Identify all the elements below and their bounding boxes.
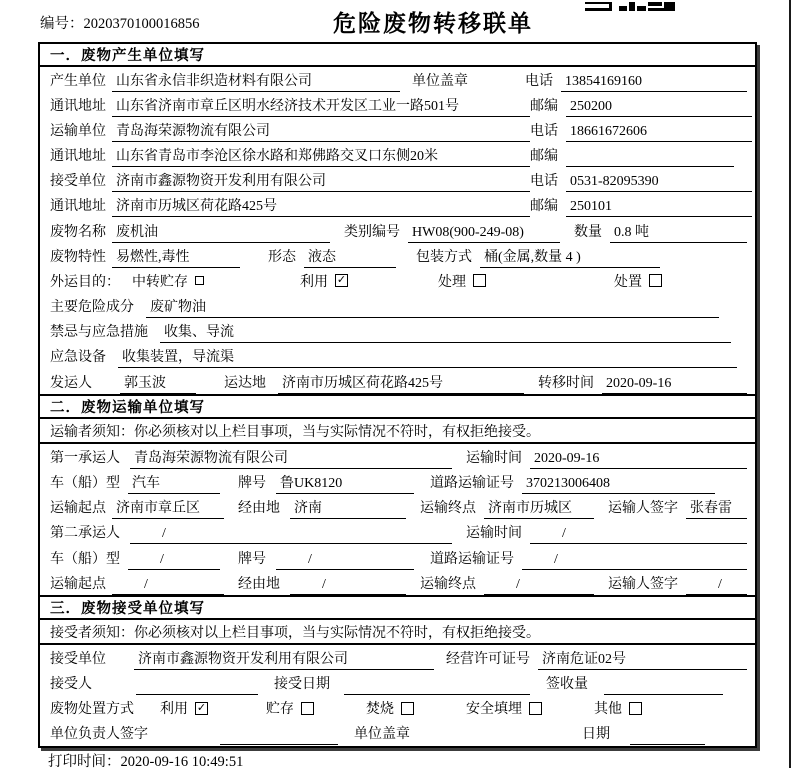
receiver-person-label: 接受人: [50, 677, 92, 693]
transit-storage-checkbox: [195, 276, 204, 285]
phone-label: 电话: [530, 174, 558, 190]
transporter-value: 青岛海荣源物流有限公司: [112, 122, 530, 142]
vehicle-type-label: 车（船）型: [50, 475, 120, 491]
carrier-signature-value: /: [686, 575, 747, 595]
via-value: 济南: [290, 499, 406, 519]
scan-edge-line: [789, 0, 791, 768]
signed-quantity-value: [604, 675, 723, 695]
form-row-transfer-purpose: [40, 268, 755, 293]
transport-time-value: /: [530, 524, 747, 544]
form-row-disposal-method: [40, 696, 755, 721]
section1-header: 一．废物产生单位填写: [40, 44, 755, 67]
option-treat-label: 处理: [438, 274, 466, 290]
print-time: 打印时间：2020-09-16 10:49:51: [48, 754, 244, 768]
postcode-label: 邮编: [530, 98, 558, 114]
second-carrier-value: /: [130, 524, 452, 544]
category-code-label: 类别编号: [344, 224, 400, 240]
license-number-value: 济南危证02号: [538, 650, 747, 670]
origin-label: 运输起点: [50, 501, 106, 517]
hazard-components-label: 主要危险成分: [50, 300, 134, 316]
waste-traits-label: 废物特性: [50, 249, 106, 265]
vehicle-type-label: 车（船）型: [50, 551, 120, 567]
form-row-emergency-equipment: [40, 344, 755, 369]
receipt-date-value: [344, 675, 530, 695]
emergency-measures-label: 禁忌与应急措施: [50, 325, 148, 341]
shipper-label: 发运人: [50, 375, 92, 391]
receiving-unit-value: 济南市鑫源物资开发利用有限公司: [134, 650, 434, 670]
doc-number-value: 2020370100016856: [83, 16, 200, 32]
dispose-checkbox: [649, 274, 662, 287]
form-row-hazard-components: [40, 294, 755, 319]
plate-number-label: 牌号: [238, 551, 266, 567]
road-permit-value: /: [522, 550, 747, 570]
doc-number-label: 编号：: [40, 16, 84, 32]
origin-label: 运输起点: [50, 576, 106, 592]
page-title: 危险废物转移联单: [333, 11, 533, 36]
form-row-route1: [40, 495, 755, 520]
form-row-producer: [40, 67, 755, 92]
address-label: 通讯地址: [50, 98, 106, 114]
form-row-producer-address: [40, 92, 755, 117]
postcode-value: 250101: [566, 197, 752, 217]
option-transit-storage-label: 中转贮存: [132, 274, 188, 290]
phone-value: 13854169160: [561, 72, 747, 92]
receiver-value: 济南市鑫源物资开发利用有限公司: [112, 172, 530, 192]
receiving-unit-label: 接受单位: [50, 651, 106, 667]
date-value: [630, 725, 705, 745]
road-permit-value: 370213006408: [522, 474, 715, 494]
form-row-route2: [40, 570, 755, 595]
waste-traits-value: 易燃性,毒性: [112, 248, 240, 268]
form-row-transporter: [40, 117, 755, 142]
address-value: 山东省青岛市李沧区徐水路和郑佛路交叉口东侧20米: [112, 147, 530, 167]
option-landfill-label: 安全填埋: [466, 702, 522, 718]
address-label: 通讯地址: [50, 149, 106, 165]
waste-name-label: 废物名称: [50, 224, 106, 240]
doc-number: [40, 12, 200, 33]
carrier-signature-label: 运输人签字: [608, 576, 678, 592]
postcode-value: 250200: [566, 97, 752, 117]
form-row-shipper: [40, 369, 755, 394]
utilize-checkbox: ✓: [196, 700, 207, 714]
manifest-form: [38, 42, 757, 748]
form-row-waste-name: [40, 218, 755, 243]
transport-time-label: 运输时间: [466, 450, 522, 466]
address-value: 济南市历城区荷花路425号: [112, 197, 530, 217]
receipt-date-label: 接受日期: [274, 677, 330, 693]
endpoint-value: 济南市历城区: [484, 499, 594, 519]
store-checkbox: [301, 702, 314, 715]
quantity-label: 数量: [574, 224, 602, 240]
receiver-notice: 接受者须知：你必须核对以上栏目事项，当与实际情况不符时，有权拒绝接受。: [40, 620, 755, 645]
address-label: 通讯地址: [50, 199, 106, 215]
license-number-label: 经营许可证号: [446, 651, 530, 667]
packaging-value: 桶(金属,数量 4 ): [480, 248, 660, 268]
form-state-label: 形态: [268, 249, 296, 265]
vehicle-type-value: 汽车: [128, 474, 220, 494]
via-value: /: [290, 575, 406, 595]
option-utilize-label: 利用: [300, 274, 328, 290]
incinerate-checkbox: [401, 702, 414, 715]
responsible-signature-label: 单位负责人签字: [50, 727, 148, 743]
endpoint-label: 运输终点: [420, 576, 476, 592]
plate-number-value: /: [276, 550, 414, 570]
road-permit-label: 道路运输证号: [430, 551, 514, 567]
form-row-vehicle2: [40, 545, 755, 570]
hazard-components-value: 废矿物油: [146, 298, 719, 318]
postcode-label: 邮编: [530, 149, 558, 165]
landfill-checkbox: [529, 702, 542, 715]
second-carrier-label: 第二承运人: [50, 526, 120, 542]
phone-label: 电话: [530, 123, 558, 139]
option-incinerate-label: 焚烧: [366, 702, 394, 718]
carrier-signature-value: 张春雷: [686, 499, 747, 519]
receiver-label: 接受单位: [50, 174, 106, 190]
form-row-emergency-measures: [40, 319, 755, 344]
endpoint-value: /: [484, 575, 594, 595]
utilize-checkbox: ✓: [336, 273, 347, 287]
transfer-purpose-label: 外运目的：: [50, 274, 120, 290]
destination-label: 运达地: [224, 375, 266, 391]
postcode-label: 邮编: [530, 199, 558, 215]
postcode-value: [566, 147, 734, 167]
phone-value: 18661672606: [566, 122, 752, 142]
form-state-value: 液态: [304, 248, 396, 268]
producer-label: 产生单位: [50, 73, 106, 89]
carrier-signature-label: 运输人签字: [608, 501, 678, 517]
form-row-waste-traits: [40, 243, 755, 268]
emergency-equipment-value: 收集装置，导流渠: [118, 348, 737, 368]
transport-time-value: 2020-09-16: [530, 449, 747, 469]
origin-value: /: [112, 575, 224, 595]
option-dispose-label: 处置: [614, 274, 642, 290]
plate-number-label: 牌号: [238, 475, 266, 491]
origin-value: 济南市章丘区: [112, 499, 224, 519]
packaging-label: 包装方式: [416, 249, 472, 265]
road-permit-label: 道路运输证号: [430, 475, 514, 491]
emergency-equipment-label: 应急设备: [50, 350, 106, 366]
option-utilize-label: 利用: [160, 702, 188, 718]
form-row-receiving-unit: [40, 645, 755, 670]
form-row-receiver-address: [40, 193, 755, 218]
signed-quantity-label: 签收量: [546, 677, 588, 693]
endpoint-label: 运输终点: [420, 501, 476, 517]
via-label: 经由地: [238, 501, 280, 517]
option-store-label: 贮存: [266, 702, 294, 718]
date-label: 日期: [582, 727, 610, 743]
section3-header: 三．废物接受单位填写: [40, 595, 755, 620]
plate-number-value: 鲁UK8120: [276, 474, 414, 494]
disposal-method-label: 废物处置方式: [50, 702, 134, 718]
form-row-receiver: [40, 168, 755, 193]
form-row-second-carrier: [40, 520, 755, 545]
form-row-transporter-address: [40, 143, 755, 168]
form-row-receipt: [40, 670, 755, 695]
other-checkbox: [629, 702, 642, 715]
category-code-value: HW08(900-249-08): [408, 223, 560, 243]
treat-checkbox: [473, 274, 486, 287]
waste-name-value: 废机油: [112, 223, 330, 243]
transport-time-label: 运输时间: [466, 526, 522, 542]
phone-value: 0531-82095390: [566, 172, 752, 192]
first-carrier-label: 第一承运人: [50, 450, 120, 466]
emergency-measures-value: 收集、导流: [160, 323, 731, 343]
unit-seal-label: 单位盖章: [354, 727, 410, 743]
form-row-signoff: [40, 721, 755, 746]
responsible-signature-value: [220, 725, 338, 745]
form-row-vehicle1: [40, 469, 755, 494]
unit-seal-label: 单位盖章: [412, 73, 468, 89]
vehicle-type-value: /: [128, 550, 220, 570]
qr-code-fragment: [585, 0, 681, 16]
address-value: 山东省济南市章丘区明水经济技术开发区工业一路501号: [112, 97, 530, 117]
transporter-label: 运输单位: [50, 123, 106, 139]
destination-value: 济南市历城区荷花路425号: [278, 374, 524, 394]
via-label: 经由地: [238, 576, 280, 592]
shipper-value: 郭玉波: [120, 374, 196, 394]
phone-label: 电话: [525, 73, 553, 89]
transfer-date-label: 转移时间: [538, 375, 594, 391]
form-row-first-carrier: [40, 444, 755, 469]
first-carrier-value: 青岛海荣源物流有限公司: [130, 449, 452, 469]
receiver-person-value: [136, 675, 258, 695]
producer-value: 山东省永信非织造材料有限公司: [112, 72, 400, 92]
section2-header: 二．废物运输单位填写: [40, 394, 755, 419]
option-other-label: 其他: [594, 702, 622, 718]
transfer-date-value: 2020-09-16: [602, 374, 747, 394]
quantity-value: 0.8 吨: [610, 223, 747, 243]
transporter-notice: 运输者须知：你必须核对以上栏目事项，当与实际情况不符时，有权拒绝接受。: [40, 419, 755, 444]
